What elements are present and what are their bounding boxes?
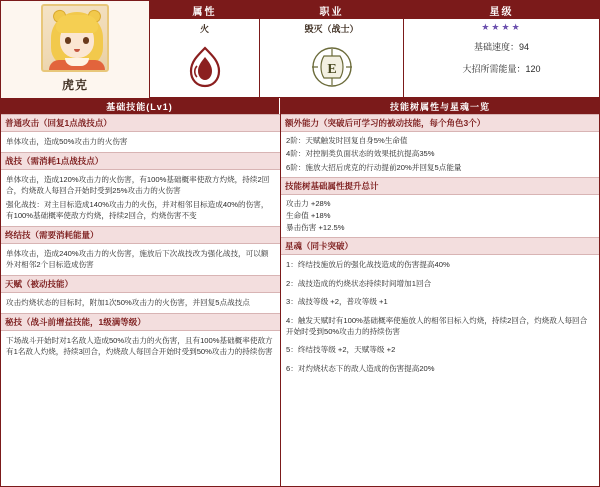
svg-text:E: E — [326, 62, 337, 77]
band-skill-tree: 技能树属性与星魂一览 — [389, 101, 490, 112]
rank-column — [404, 0, 600, 97]
skill-line: 单体攻击，造成50%攻击力的火伤害 — [6, 137, 128, 146]
ultimate-energy: 大招所需能量：120 — [462, 63, 541, 74]
fire-element-icon-svg — [185, 46, 225, 88]
skill-header-skill: 战技（需消耗1点战技点） — [1, 152, 280, 170]
skill-line: 单体攻击，造成240%攻击力的火伤害，施放后下次战技改为强化战技，可以额外对相邻2个目标造成伤害 — [6, 249, 269, 269]
skill-body-talent — [1, 293, 280, 313]
character-portrait-cell — [0, 0, 150, 98]
band-basic-skills: 基础技能(Lv1) — [0, 98, 280, 114]
portrait-eye-right — [83, 37, 89, 44]
skill-line: 强化战技：对主目标造成140%攻击力的火伤，并对相邻目标造成40%的伤害，有100%基础概率使敌方灼烧，持续2回合，灼烧伤害不变 — [6, 200, 269, 220]
skill-header-ultimate: 终结技（需要消耗能量） — [1, 226, 280, 244]
rank-stars: ★★★★ — [481, 21, 522, 32]
eidolon-row: 4：触发天赋时有100%基础概率使施放人的相邻目标入灼烧，持续2回合，灼烧敌人每回合开始时受到50%攻击力的持续伤害 — [286, 315, 588, 337]
skill-body-basic-attack — [1, 132, 280, 152]
stat-bonus-body — [281, 195, 599, 237]
stat-bonus-line: 攻击力 +28% — [286, 199, 331, 209]
skill-line: 攻击灼烧状态的目标时，附加1次50%攻击力的火伤害，并回复5点战技点 — [6, 298, 250, 307]
content-body — [0, 114, 600, 487]
eidolon-header: 星魂（同卡突破） — [281, 237, 599, 255]
extra-ability-body — [281, 132, 599, 177]
eidolon-row: 6：对灼烧状态下的敌人造成的伤害提高20% — [286, 363, 435, 373]
skill-body-skill — [1, 170, 280, 226]
extra-ability-line: 6阶：施放大招后虎克的行动提前20%并回复5点能量 — [286, 162, 462, 172]
attribute-value: 火 — [199, 23, 209, 34]
eidolon-row: 2：战技造成的灼烧状态持续时间增加1回合 — [286, 278, 432, 288]
stat-bonus-line: 生命值 +18% — [286, 210, 331, 220]
extra-ability-line: 2阶：天赋触发时回复自身5%生命值 — [286, 136, 408, 145]
eidolon-row: 3：战技等级 +2，普攻等级 +1 — [286, 297, 388, 307]
skill-tree-column — [281, 114, 599, 486]
skill-header-basic-attack: 普通攻击（回复1点战技点） — [1, 114, 280, 132]
character-portrait — [41, 4, 109, 72]
eidolon-body — [281, 255, 599, 378]
stat-bonus-line: 暴击伤害 +12.5% — [286, 222, 345, 232]
rank-title: 星级 — [404, 1, 599, 19]
stat-bonus-header: 技能树基础属性提升总计 — [281, 177, 599, 195]
destruction-path-icon-svg — [310, 44, 354, 90]
header — [0, 0, 600, 98]
eidolon-row: 1：终结技施放后的强化战技造成的伤害提高40% — [286, 260, 450, 270]
skill-line: 单体攻击，造成120%攻击力的火伤害，有100%基础概率使敌方灼烧，持续2回合，灼烧敌人每回合开始时受到25%攻击力的火伤害 — [6, 175, 270, 195]
extra-ability-line: 4阶：对控制类负面状态的效果抵抗提高35% — [286, 149, 435, 159]
character-name: 虎克 — [61, 78, 88, 92]
section-banner — [0, 98, 600, 114]
base-speed: 基础速度：94 — [473, 41, 529, 52]
portrait-eye-left — [65, 37, 71, 44]
attribute-title: 属性 — [150, 1, 259, 19]
job-title: 职业 — [260, 1, 403, 19]
skill-body-technique — [1, 331, 280, 362]
extra-ability-header: 额外能力（突破后可学习的被动技能，每个角色3个） — [281, 114, 599, 132]
portrait-fringe — [56, 15, 98, 33]
attribute-column — [150, 0, 260, 97]
job-column — [260, 0, 404, 97]
skill-header-technique: 秘技（战斗前增益技能，1级满等级） — [1, 313, 280, 331]
skill-header-talent: 天赋（被动技能） — [1, 275, 280, 293]
basic-skills-column — [1, 114, 281, 486]
skill-line: 下场战斗开始时对1名敌人造成50%攻击力的火伤害，且有100%基础概率使敌方有1名敌人灼烧，持续3回合，灼烧敌人每回合开始时受到50%攻击力的持续伤害 — [6, 336, 273, 356]
job-value: 毁灭（战士） — [304, 23, 359, 34]
fire-element-icon — [150, 37, 259, 97]
eidolon-row: 5：终结技等级 +2，天赋等级 +2 — [286, 345, 396, 355]
skill-body-ultimate — [1, 244, 280, 275]
destruction-path-icon — [260, 37, 403, 97]
